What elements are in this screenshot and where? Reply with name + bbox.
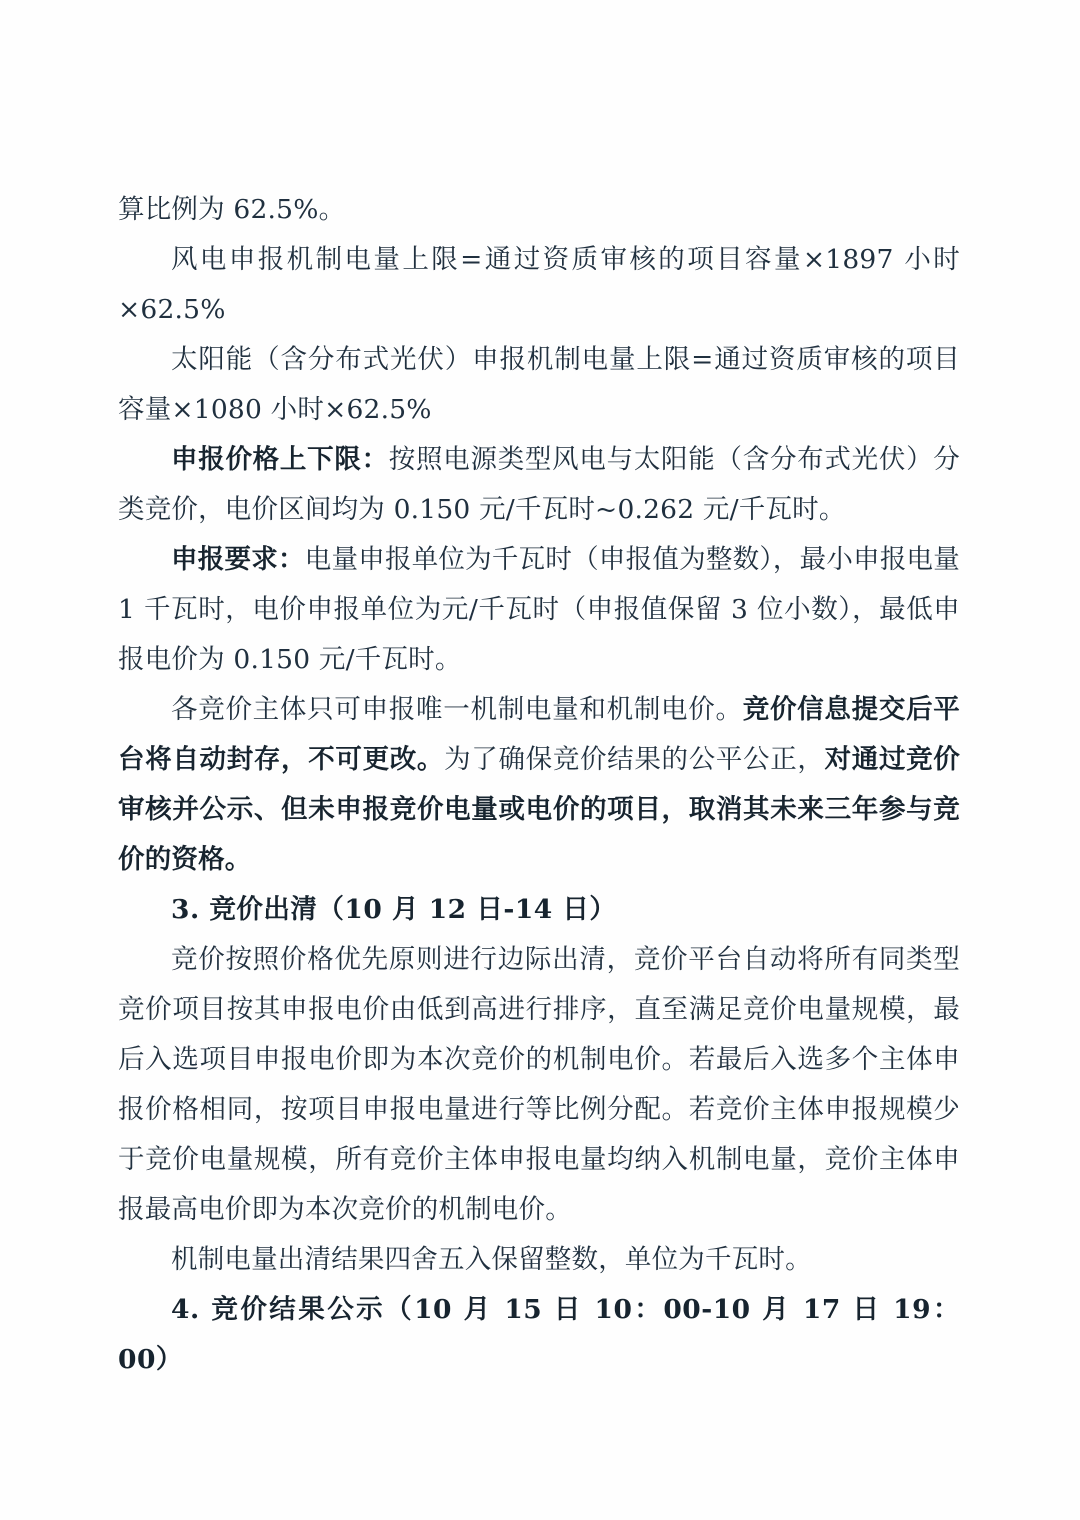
heading-bidding-clearing: 3. 竞价出清（10 月 12 日-14 日）: [171, 894, 617, 925]
text-price-limit-body: 按照电源类型风电与太阳能（含分布式光伏）分类竞价，电价区间均为 0.150 元/千瓦时~0.262 元/千瓦时。: [118, 444, 960, 525]
paragraph-price-upper-lower-limit: [118, 435, 960, 535]
label-price-limit: 申报价格上下限：: [171, 444, 389, 475]
paragraph-wind-declared-limit: 风电申报机制电量上限=通过资质审核的项目容量×1897 小时×62.5%: [118, 244, 960, 325]
paragraph-rounding-rule: 机制电量出清结果四舍五入保留整数，单位为千瓦时。: [171, 1244, 812, 1275]
paragraph-declaration-requirements: [118, 535, 960, 685]
text-unique-declaration-bold-b: 对通过竞价审核并公示、但未申报竞价电量或电价的项目，取消其未来三年参与竞价的资格。: [118, 744, 960, 875]
paragraph-unique-declaration: [118, 685, 960, 885]
text-unique-declaration-a: 各竞价主体只可申报唯一机制电量和机制电价。: [171, 694, 743, 725]
paragraph-clearing-rules: 竞价按照价格优先原则进行边际出清，竞价平台自动将所有同类型竞价项目按其申报电价由低到高进行排序，直至满足竞价电量规模，最后入选项目申报电价即为本次竞价的机制电价。若最后入选多个主体申报价格相同，按项目申报电量进行等比例分配。若竞价主体申报规模少于竞价电量规模，所有竞价主体申报电量均纳入机制电量，竞价主体申报最高电价即为本次竞价的机制电价。: [118, 944, 960, 1225]
paragraph-calc-ratio: 算比例为 62.5%。: [118, 194, 346, 225]
document-body: [118, 185, 960, 1385]
label-declaration-requirements: 申报要求：: [171, 544, 305, 575]
heading-result-publicity: 4. 竞价结果公示（10 月 15 日 10：00-10 月 17 日 19：00）: [118, 1294, 960, 1375]
text-unique-declaration-bold-a: 竞价信息提交后平台将自动封存，不可更改。: [118, 694, 960, 775]
paragraph-solar-declared-limit: 太阳能（含分布式光伏）申报机制电量上限=通过资质审核的项目容量×1080 小时×62.5%: [118, 344, 960, 425]
text-declaration-requirements-body: 电量申报单位为千瓦时（申报值为整数），最小申报电量 1 千瓦时，电价申报单位为元/千瓦时（申报值保留 3 位小数），最低申报电价为 0.150 元/千瓦时。: [118, 544, 961, 675]
text-unique-declaration-b: 为了确保竞价结果的公平公正，: [444, 744, 825, 775]
